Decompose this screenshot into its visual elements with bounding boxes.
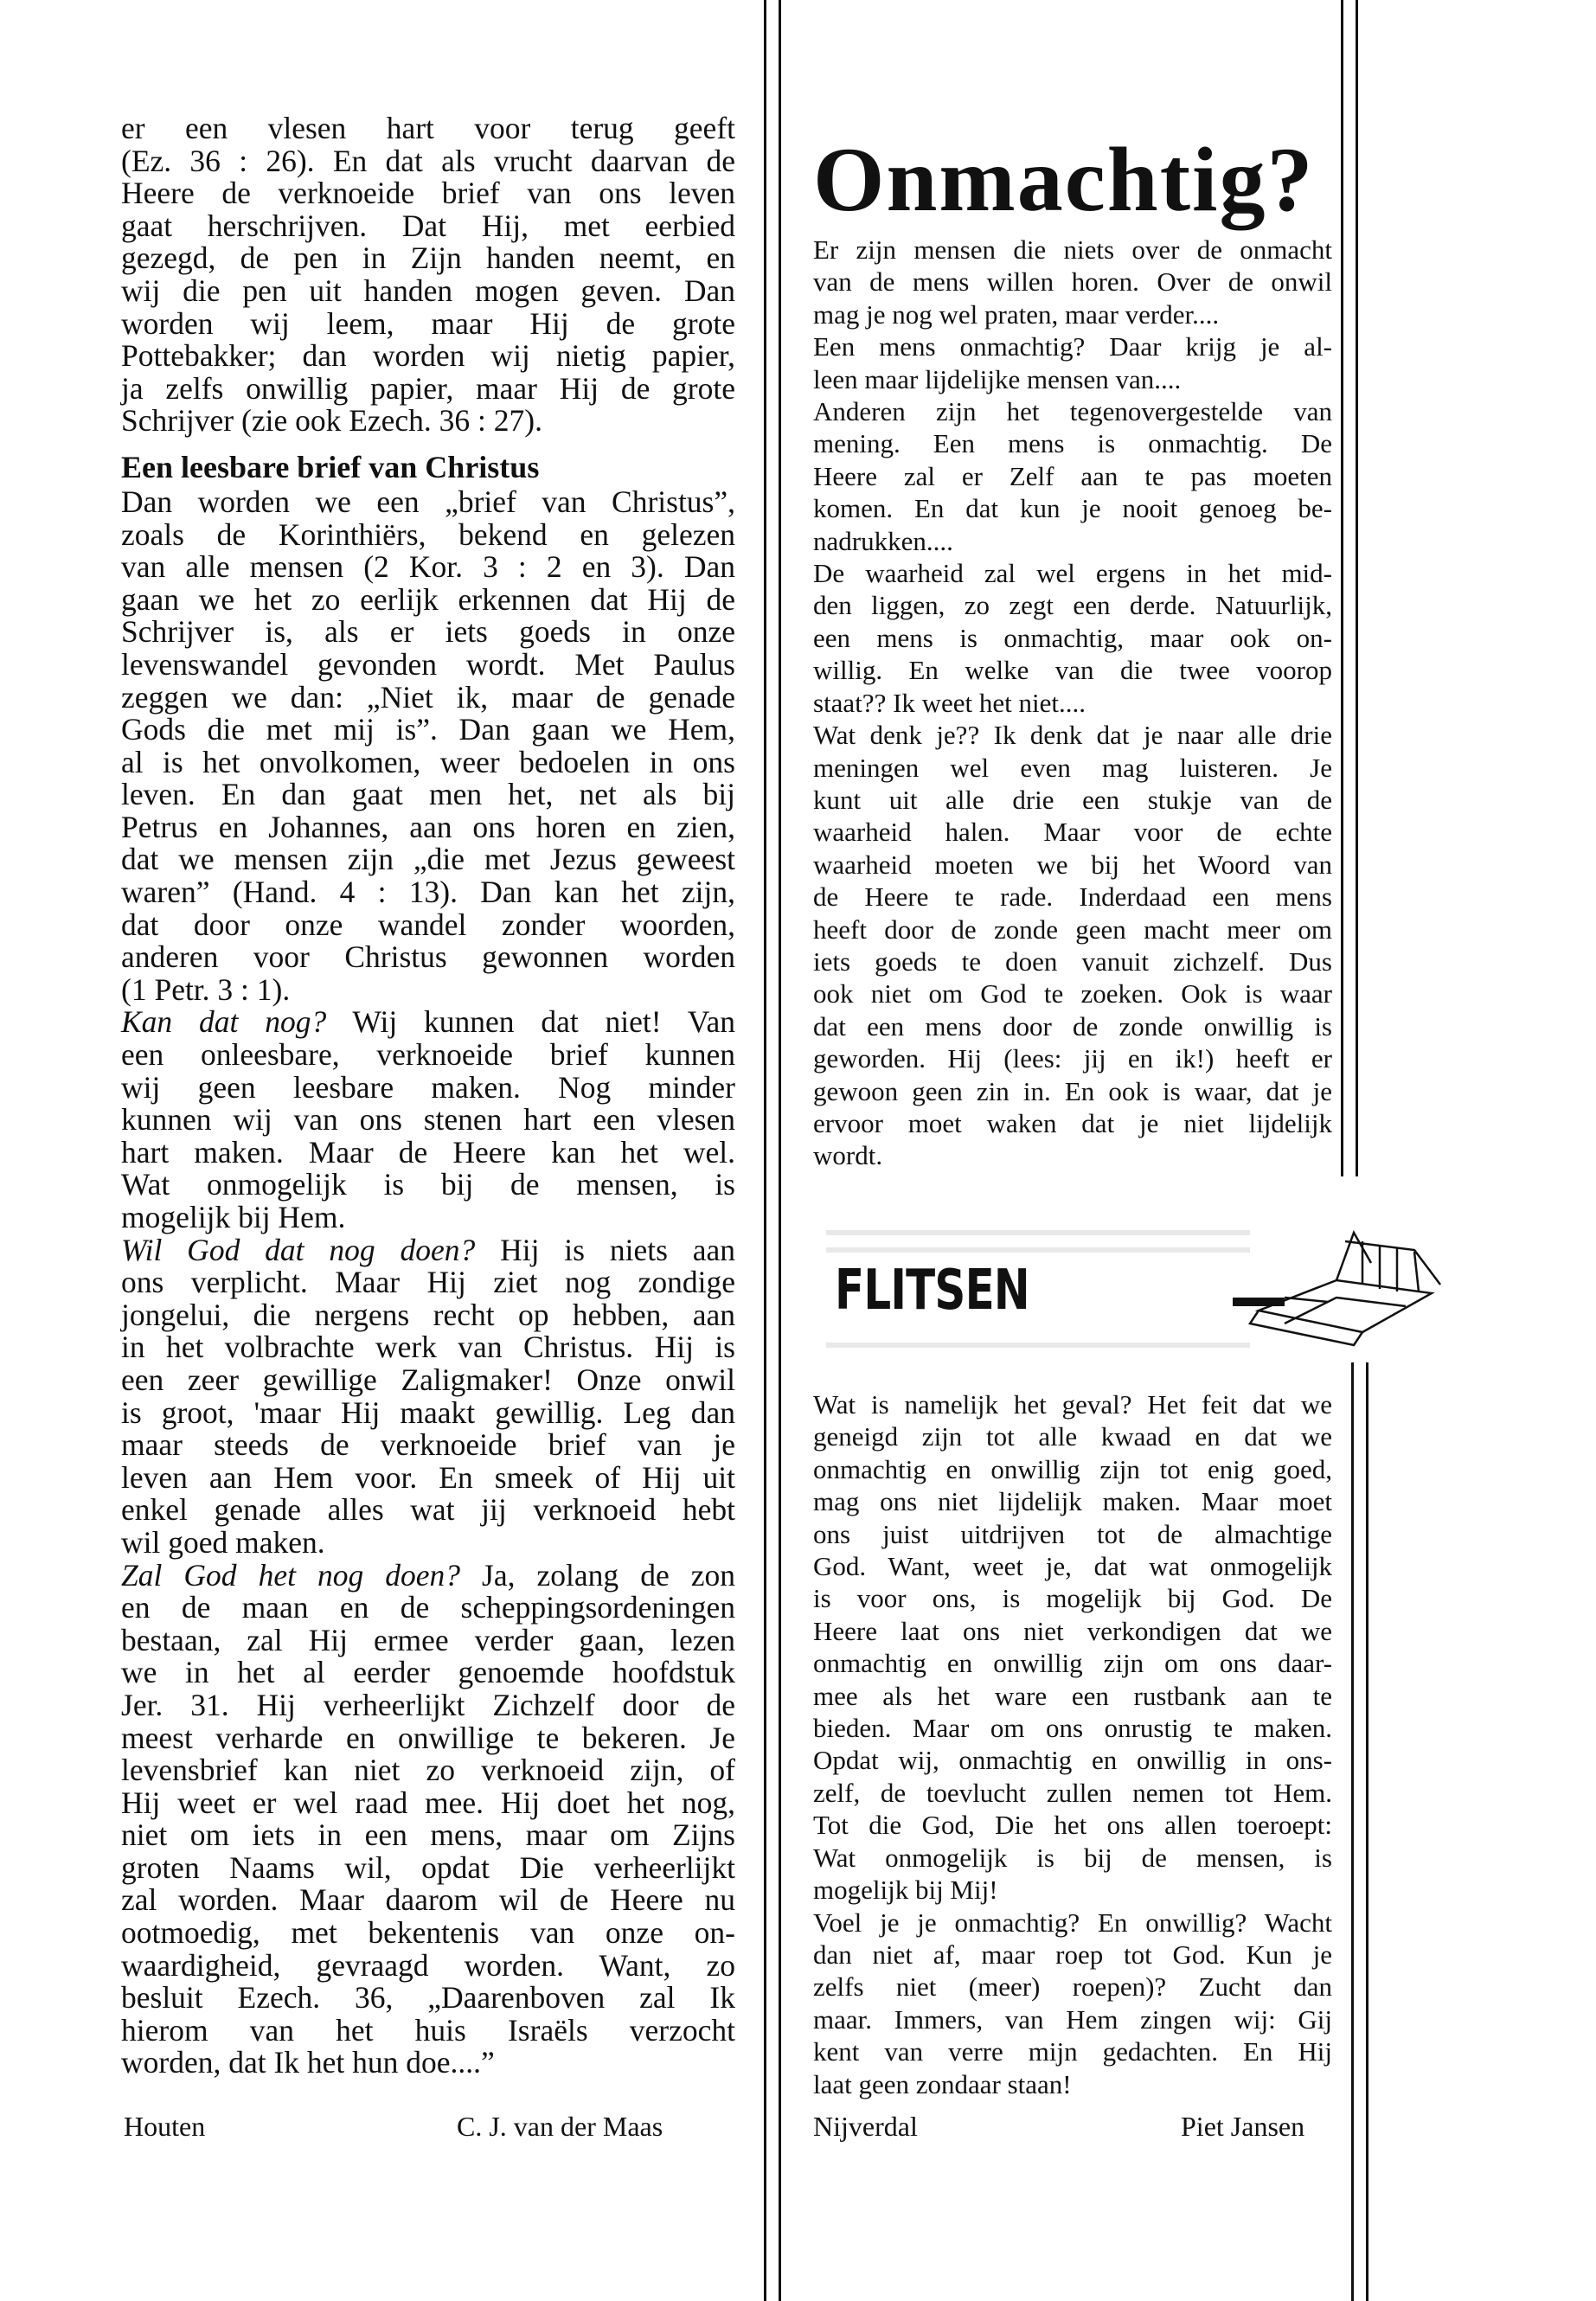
text-line: dat door onze wandel zonder woorden, bbox=[121, 907, 735, 942]
text-line: groten Naams wil, opdat Die verheerlijkt bbox=[121, 1849, 735, 1885]
text-line: jongelui, die nergens recht op hebben, aan bbox=[121, 1297, 735, 1332]
text-line: kunnen wij van ons stenen hart een vlesen bbox=[121, 1102, 735, 1138]
text-line: mag ons niet lijdelijk maken. Maar moet bbox=[813, 1486, 1332, 1517]
text-line: Pottebakker; dan worden wij nietig papier, bbox=[121, 338, 735, 374]
text-line: bestaan, zal Hij ermee verder gaan, lezen bbox=[121, 1622, 735, 1657]
text-line: een zeer gewillige Zaligmaker! Onze onwil bbox=[121, 1362, 735, 1397]
text-line: willig. En welke van die twee voorop bbox=[813, 655, 1332, 686]
text-line: Er zijn mensen die niets over de onmacht bbox=[813, 234, 1332, 265]
right-lower-text bbox=[813, 1388, 1332, 2100]
column-rule-left-1 bbox=[764, 0, 766, 2301]
text-line: wij geen leesbare maken. Nog minder bbox=[121, 1069, 735, 1105]
text-line: Voel je je onmachtig? En onwillig? Wacht bbox=[813, 1907, 1332, 1938]
text-line: laat geen zondaar staan! bbox=[813, 2068, 1072, 2099]
left-paragraph-3 bbox=[121, 1039, 735, 1234]
text-line: ook niet om God te zoeken. Ook is waar bbox=[813, 978, 1332, 1009]
text-line: besluit Ezech. 36, „Daarenboven zal Ik bbox=[121, 1980, 735, 2016]
text-line: we in het al eerder genoemde hoofdstuk bbox=[121, 1655, 735, 1690]
text-line: zoals de Korinthiërs, bekend en gelezen bbox=[121, 516, 735, 552]
text-line: iets goeds te doen vanuit zichzelf. Dus bbox=[813, 945, 1332, 977]
text-line: mee als het ware een rustbank aan te bbox=[813, 1680, 1332, 1711]
text-line: hart maken. Maar de Heere kan het wel. bbox=[121, 1134, 735, 1170]
question-rest: Wij kunnen dat niet! Van bbox=[326, 1004, 736, 1040]
text-line: levenswandel gevonden wordt. Met Paulus bbox=[121, 646, 735, 682]
text-line: (1 Petr. 3 : 1). bbox=[121, 971, 291, 1007]
text-line: Dan worden we een „brief van Christus”, bbox=[121, 484, 735, 519]
text-line: worden wij leem, maar Hij de grote bbox=[121, 305, 735, 341]
text-line: ja zelfs onwillig papier, maar Hij de grote bbox=[121, 370, 735, 406]
right-footer-place: Nijverdal bbox=[813, 2111, 918, 2142]
question-line-2 bbox=[121, 1234, 735, 1267]
question-italic: Wil God dat nog doen? bbox=[121, 1232, 476, 1267]
text-line: ervoor moet waken dat je niet lijdelijk bbox=[813, 1107, 1332, 1138]
left-paragraph-5 bbox=[121, 1592, 735, 2080]
text-line: Wat denk je?? Ik denk dat je naar alle drie bbox=[813, 720, 1332, 751]
text-line: Hij weet er wel raad mee. Hij doet het nog, bbox=[121, 1785, 735, 1820]
text-line: staat?? Ik weet het niet.... bbox=[813, 687, 1086, 718]
flitsen-label: FLITSEN bbox=[835, 1259, 1029, 1323]
text-line: Schrijver is, als er iets goeds in onze bbox=[121, 614, 735, 650]
text-line: gaat herschrijven. Dat Hij, met eerbied bbox=[121, 208, 735, 243]
text-line: nadrukken.... bbox=[813, 525, 953, 556]
article-title: Onmachtig? bbox=[813, 129, 1315, 230]
column-rule-right-2 bbox=[1356, 0, 1358, 1176]
text-line: waardigheid, gevraagd worden. Want, zo bbox=[121, 1947, 735, 1983]
text-line: dat we mensen zijn „die met Jezus geweest bbox=[121, 842, 735, 877]
text-line: een mens is onmachtig, maar ook on- bbox=[813, 622, 1332, 653]
text-line: Gods die met mij is”. Dan gaan we Hem, bbox=[121, 712, 735, 747]
text-line: onmachtig en onwillig zijn om ons daar- bbox=[813, 1648, 1332, 1679]
left-paragraph-1 bbox=[121, 112, 735, 438]
text-line: Anderen zijn het tegenovergestelde van bbox=[813, 396, 1332, 427]
text-line: mag je nog wel praten, maar verder.... bbox=[813, 298, 1220, 330]
text-line: wordt. bbox=[813, 1140, 883, 1171]
text-line: meningen wel even mag luisteren. Je bbox=[813, 752, 1332, 783]
text-line: De waarheid zal wel ergens in het mid- bbox=[813, 558, 1332, 589]
text-line: komen. En dat kun je nooit genoeg be- bbox=[813, 493, 1332, 524]
text-line: wil goed maken. bbox=[121, 1524, 325, 1560]
open-book-icon bbox=[1233, 1215, 1458, 1367]
text-line: ons verplicht. Maar Hij ziet nog zondige bbox=[121, 1265, 735, 1300]
column-rule-right-1 bbox=[1341, 0, 1343, 1176]
text-line: mogelijk bij Mij! bbox=[813, 1875, 998, 1906]
text-line: Petrus en Johannes, aan ons horen en zien, bbox=[121, 809, 735, 844]
text-line: mogelijk bij Hem. bbox=[121, 1200, 346, 1234]
right-article-lower bbox=[813, 1388, 1332, 2100]
column-rule-right-3 bbox=[1351, 1362, 1354, 2301]
text-line: heeft door de zonde geen macht meer om bbox=[813, 913, 1332, 945]
flitsen-banner bbox=[826, 1215, 1479, 1367]
text-line: Schrijver (zie ook Ezech. 36 : 27). bbox=[121, 403, 542, 439]
text-line: Wat is namelijk het geval? Het feit dat we bbox=[813, 1389, 1332, 1420]
text-line: de Heere te rade. Inderdaad een mens bbox=[813, 881, 1332, 913]
subheading: Een leesbare brief van Christus bbox=[121, 449, 540, 484]
text-line: van alle mensen (2 Kor. 3 : 2 en 3). Dan bbox=[121, 549, 735, 585]
text-line: leven aan Hem voor. En smeek of Hij uit bbox=[121, 1459, 735, 1495]
text-line: enkel genade alles wat jij verknoeid hebt bbox=[121, 1492, 735, 1528]
text-line: den liggen, zo zegt een derde. Natuurlijk, bbox=[813, 590, 1332, 621]
question-italic: Zal God het nog doen? bbox=[121, 1557, 461, 1593]
text-line: God. Want, weet je, dat wat onmogelijk bbox=[813, 1551, 1332, 1582]
question-rest: Hij is niets aan bbox=[475, 1232, 735, 1267]
text-line: (Ez. 36 : 26). En dat als vrucht daarvan de bbox=[121, 143, 735, 178]
text-line: ons juist uitdrijven tot de almachtige bbox=[813, 1518, 1332, 1549]
text-line: gewoon geen zin in. En ook is waar, dat je bbox=[813, 1075, 1332, 1106]
right-upper-text bbox=[813, 234, 1332, 1172]
text-line: al is het onvolkomen, weer bedoelen in ons bbox=[121, 744, 735, 779]
text-line: dan niet af, maar roep tot God. Kun je bbox=[813, 1939, 1332, 1970]
right-footer-author: Piet Jansen bbox=[1181, 2111, 1305, 2142]
text-line: gaan we het zo eerlijk erkennen dat Hij de bbox=[121, 581, 735, 617]
text-line: Jer. 31. Hij verheerlijkt Zichzelf door de bbox=[121, 1687, 735, 1722]
column-rule-left-2 bbox=[779, 0, 781, 2301]
text-line: onmachtig en onwillig zijn tot enig goed, bbox=[813, 1453, 1332, 1484]
text-line: is voor ons, is mogelijk bij God. De bbox=[813, 1583, 1332, 1614]
text-line: zelf, de toevlucht zullen nemen tot Hem. bbox=[813, 1777, 1332, 1808]
question-rest: Ja, zolang de zon bbox=[460, 1557, 735, 1593]
text-line: mening. Een mens is onmachtig. De bbox=[813, 428, 1332, 459]
text-line: zal worden. Maar daarom wil de Heere nu bbox=[121, 1882, 735, 1918]
question-line-3 bbox=[121, 1557, 735, 1593]
text-line: gezegd, de pen in Zijn handen neemt, en bbox=[121, 240, 735, 276]
left-paragraph-4 bbox=[121, 1266, 735, 1559]
text-line: er een vlesen hart voor terug geeft bbox=[121, 111, 735, 145]
text-line: niet om iets in een mens, maar om Zijns bbox=[121, 1817, 735, 1853]
text-line: worden, dat Ik het hun doe....” bbox=[121, 2045, 495, 2080]
text-line: en de maan en de scheppingsordeningen bbox=[121, 1590, 735, 1625]
text-line: ootmoedig, met bekentenis van onze on- bbox=[121, 1915, 735, 1951]
left-paragraph-2 bbox=[121, 486, 735, 1007]
text-line: Heere zal er Zelf aan te pas moeten bbox=[813, 460, 1332, 491]
text-line: anderen voor Christus gewonnen worden bbox=[121, 939, 735, 975]
column-rule-right-4 bbox=[1366, 1362, 1368, 2301]
text-line: maar steeds de verknoeide brief van je bbox=[121, 1427, 735, 1463]
text-line: een onleesbare, verknoeide brief kunnen bbox=[121, 1037, 735, 1073]
question-italic: Kan dat nog? bbox=[121, 1004, 327, 1040]
text-line: zeggen we dan: „Niet ik, maar de genade bbox=[121, 679, 735, 715]
text-line: leven. En dan gaat men het, net als bij bbox=[121, 777, 735, 812]
text-line: in het volbrachte werk van Christus. Hij is bbox=[121, 1330, 735, 1365]
text-line: meest verharde en onwillige te bekeren. Je bbox=[121, 1720, 735, 1755]
text-line: waarheid moeten we bij het Woord van bbox=[813, 849, 1332, 880]
text-line: waarheid halen. Maar voor de echte bbox=[813, 817, 1332, 848]
text-line: Opdat wij, onmachtig en onwillig in ons- bbox=[813, 1745, 1332, 1776]
left-footer-author: C. J. van der Maas bbox=[457, 2111, 663, 2142]
question-line-1 bbox=[121, 1006, 735, 1039]
text-line: maar. Immers, van Hem zingen wij: Gij bbox=[813, 2003, 1332, 2035]
text-line: hierom van het huis Israëls verzocht bbox=[121, 2012, 735, 2048]
text-line: waren” (Hand. 4 : 13). Dan kan het zijn, bbox=[121, 875, 735, 910]
text-line: geneigd zijn tot alle kwaad en dat we bbox=[813, 1421, 1332, 1452]
text-line: leen maar lijdelijke mensen van.... bbox=[813, 363, 1182, 394]
text-line: kunt uit alle drie een stukje van de bbox=[813, 784, 1332, 815]
text-line: van de mens willen horen. Over de onwil bbox=[813, 266, 1332, 298]
text-line: Een mens onmachtig? Daar krijg je al- bbox=[813, 331, 1332, 362]
text-line: dat een mens door de zonde onwillig is bbox=[813, 1010, 1332, 1042]
text-line: wij die pen uit handen mogen geven. Dan bbox=[121, 272, 735, 308]
text-line: Tot die God, Die het ons allen toeroept: bbox=[813, 1810, 1332, 1841]
text-line: is groot, 'maar Hij maakt gewillig. Leg dan bbox=[121, 1394, 735, 1430]
text-line: bieden. Maar om ons onrustig te maken. bbox=[813, 1713, 1332, 1744]
text-line: kent van verre mijn gedachten. En Hij bbox=[813, 2036, 1332, 2067]
text-line: Wat onmogelijk is bij de mensen, is bbox=[121, 1167, 735, 1202]
text-line: Heere de verknoeide brief van ons leven bbox=[121, 176, 735, 211]
text-line: zelfs niet (meer) roepen)? Zucht dan bbox=[813, 1971, 1332, 2003]
right-article-upper bbox=[813, 234, 1332, 1172]
text-line: geworden. Hij (lees: jij en ik!) heeft er bbox=[813, 1043, 1332, 1074]
left-article bbox=[121, 112, 735, 2080]
text-line: Wat onmogelijk is bij de mensen, is bbox=[813, 1842, 1332, 1873]
left-footer-place: Houten bbox=[124, 2111, 206, 2142]
text-line: Heere laat ons niet verkondigen dat we bbox=[813, 1615, 1332, 1646]
text-line: levensbrief kan niet zo verknoeid zijn, of bbox=[121, 1753, 735, 1788]
